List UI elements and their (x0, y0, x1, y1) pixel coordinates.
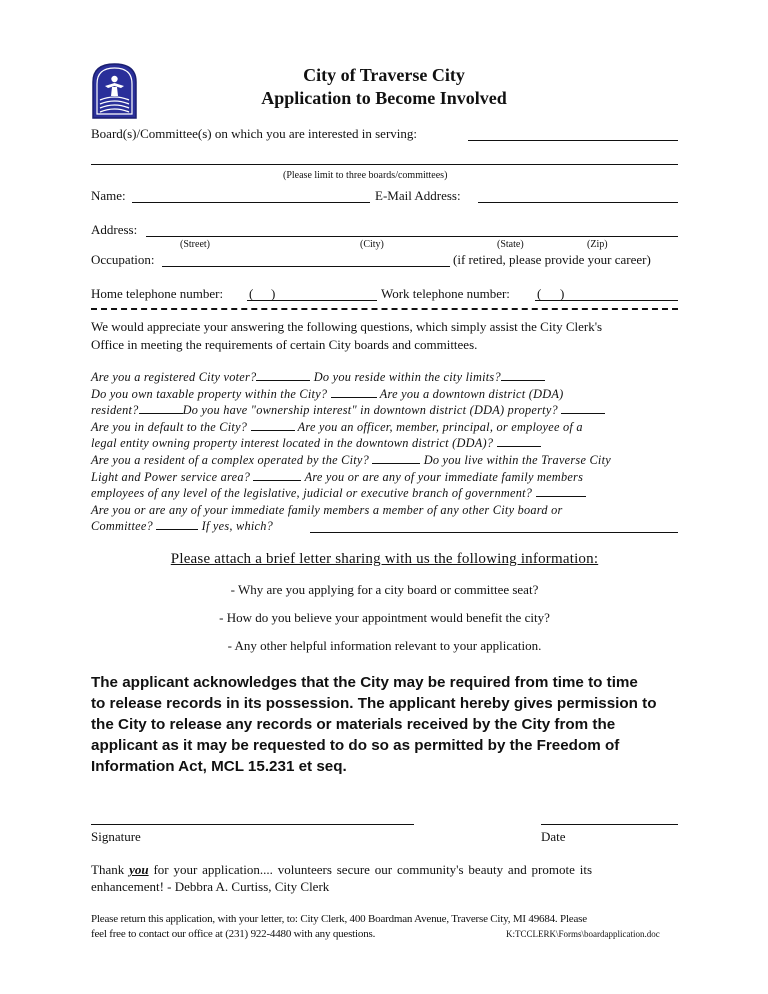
question-line-1 (91, 370, 545, 385)
address-state-label: (State) (497, 239, 524, 250)
section-divider (91, 308, 678, 310)
question-own-property: Do you own taxable property within the City? (91, 387, 328, 401)
answer-registered-voter[interactable] (256, 370, 310, 381)
document-subtitle: Application to Become Involved (261, 88, 507, 108)
letter-item-3: - Any other helpful information relevant to your application. (227, 638, 542, 653)
question-line-5 (91, 436, 541, 451)
address-zip-label: (Zip) (587, 239, 608, 250)
question-line-9 (91, 503, 563, 518)
answer-family-employees[interactable] (536, 486, 586, 497)
work-phone-area-close: ) (560, 286, 565, 301)
name-field[interactable] (132, 202, 370, 203)
answer-which-board[interactable] (310, 532, 678, 533)
thanks-pre: Thank (91, 862, 125, 877)
intro-line-2: Office in meeting the requirements of certain City boards and committees. (91, 337, 478, 352)
acknowledgement-line-5: Information Act, MCL 15.231 et seq. (91, 758, 347, 775)
date-field[interactable] (541, 824, 678, 825)
question-officer: Are you an officer, member, principal, or employee of a (297, 420, 583, 434)
address-city-label: (City) (360, 239, 384, 250)
question-light-power-cont: Light and Power service area? (91, 470, 251, 484)
occupation-label: Occupation: (91, 252, 155, 267)
signature-label: Signature (91, 829, 141, 844)
footer-file-path: K:TCCLERK\Forms\boardapplication.doc (506, 929, 660, 939)
question-line-8 (91, 486, 586, 501)
email-field[interactable] (478, 202, 678, 203)
boards-field-line2[interactable] (91, 164, 678, 165)
address-label: Address: (91, 222, 138, 237)
home-phone-area-open: ( (249, 286, 254, 301)
question-complex-resident: Are you a resident of a complex operated by the City? (91, 453, 370, 467)
question-family-board: Are you or are any of your immediate family members a member of any other City board or (91, 503, 563, 517)
question-line-2 (91, 387, 563, 402)
boards-field[interactable] (468, 140, 678, 141)
footer-line-2: feel free to contact our office at (231) 922-4480 with any questions. (91, 928, 376, 940)
document-title: City of Traverse City (303, 65, 465, 85)
question-line-3 (91, 403, 605, 418)
question-reside-city: Do you reside within the city limits? (313, 370, 501, 384)
thanks-line-2: enhancement! - Debbra A. Curtiss, City Clerk (91, 879, 330, 894)
question-default: Are you in default to the City? (91, 420, 248, 434)
question-dda-resident: Are you a downtown district (DDA) (379, 387, 564, 401)
boards-label: Board(s)/Committee(s) on which you are interested in serving: (91, 126, 418, 141)
question-line-7 (91, 470, 583, 485)
thanks-you: you (129, 862, 149, 877)
address-field[interactable] (146, 236, 678, 237)
question-which-board: If yes, which? (201, 519, 274, 533)
occupation-note: (if retired, please provide your career) (453, 252, 651, 267)
question-officer-cont: legal entity owning property interest located in the downtown district (DDA)? (91, 436, 494, 450)
answer-ownership-interest[interactable] (561, 403, 605, 414)
answer-complex-resident[interactable] (372, 453, 420, 464)
letter-item-2: - How do you believe your appointment would benefit the city? (219, 610, 550, 625)
home-phone-label: Home telephone number: (91, 286, 224, 301)
thanks-post: for your application.... volunteers secure our community's beauty and promote its (153, 862, 593, 877)
email-label: E-Mail Address: (375, 188, 461, 203)
question-line-10 (91, 519, 273, 534)
letter-item-1: - Why are you applying for a city board or committee seat? (230, 582, 539, 597)
question-ownership-interest: Do you have "ownership interest" in downtown district (DDA) property? (182, 403, 558, 417)
question-registered-voter: Are you a registered City voter? (91, 370, 257, 384)
date-label: Date (541, 829, 566, 844)
answer-own-property[interactable] (331, 387, 377, 398)
question-line-4 (91, 420, 583, 435)
home-phone-area-close: ) (271, 286, 276, 301)
home-phone-field[interactable] (247, 300, 377, 301)
acknowledgement-line-1: The applicant acknowledges that the City may be required from time to time (91, 674, 638, 691)
intro-line-1: We would appreciate your answering the following questions, which simply assist the City Clerk's (91, 319, 603, 334)
question-dda-resident-cont: resident? (91, 403, 139, 417)
answer-dda-resident[interactable] (139, 403, 183, 414)
question-family-employees: Are you or are any of your immediate family members (304, 470, 584, 484)
answer-family-board[interactable] (156, 519, 198, 530)
answer-officer[interactable] (497, 436, 541, 447)
question-light-power: Do you live within the Traverse City (423, 453, 611, 467)
question-line-6 (91, 453, 611, 468)
name-label: Name: (91, 188, 126, 203)
thanks-line-1 (91, 862, 678, 878)
question-family-board-cont: Committee? (91, 519, 153, 533)
question-family-employees-cont: employees of any level of the legislative, judicial or executive branch of government? (91, 486, 533, 500)
letter-heading (91, 551, 678, 568)
answer-default[interactable] (251, 420, 295, 431)
acknowledgement-line-4: applicant as it may be requested to do so as permitted by the Freedom of (91, 737, 620, 754)
address-street-label: (Street) (180, 239, 210, 250)
footer-line-1: Please return this application, with your letter, to: City Clerk, 400 Boardman Avenue, Traverse City, MI 49684. Please (91, 913, 587, 925)
work-phone-area-open: ( (537, 286, 542, 301)
boards-note: (Please limit to three boards/committees) (283, 170, 448, 181)
signature-field[interactable] (91, 824, 414, 825)
answer-light-power[interactable] (253, 470, 301, 481)
work-phone-label: Work telephone number: (381, 286, 510, 301)
acknowledgement-line-2: to release records in its possession. The applicant hereby gives permission to (91, 695, 657, 712)
acknowledgement (91, 672, 691, 777)
work-phone-field[interactable] (535, 300, 678, 301)
letter-heading-text: Please attach a brief letter sharing with us the following information: (170, 551, 599, 567)
acknowledgement-line-3: the City to release any records or materials received by the City from the (91, 716, 616, 733)
answer-reside-city[interactable] (501, 370, 545, 381)
occupation-field[interactable] (162, 266, 450, 267)
